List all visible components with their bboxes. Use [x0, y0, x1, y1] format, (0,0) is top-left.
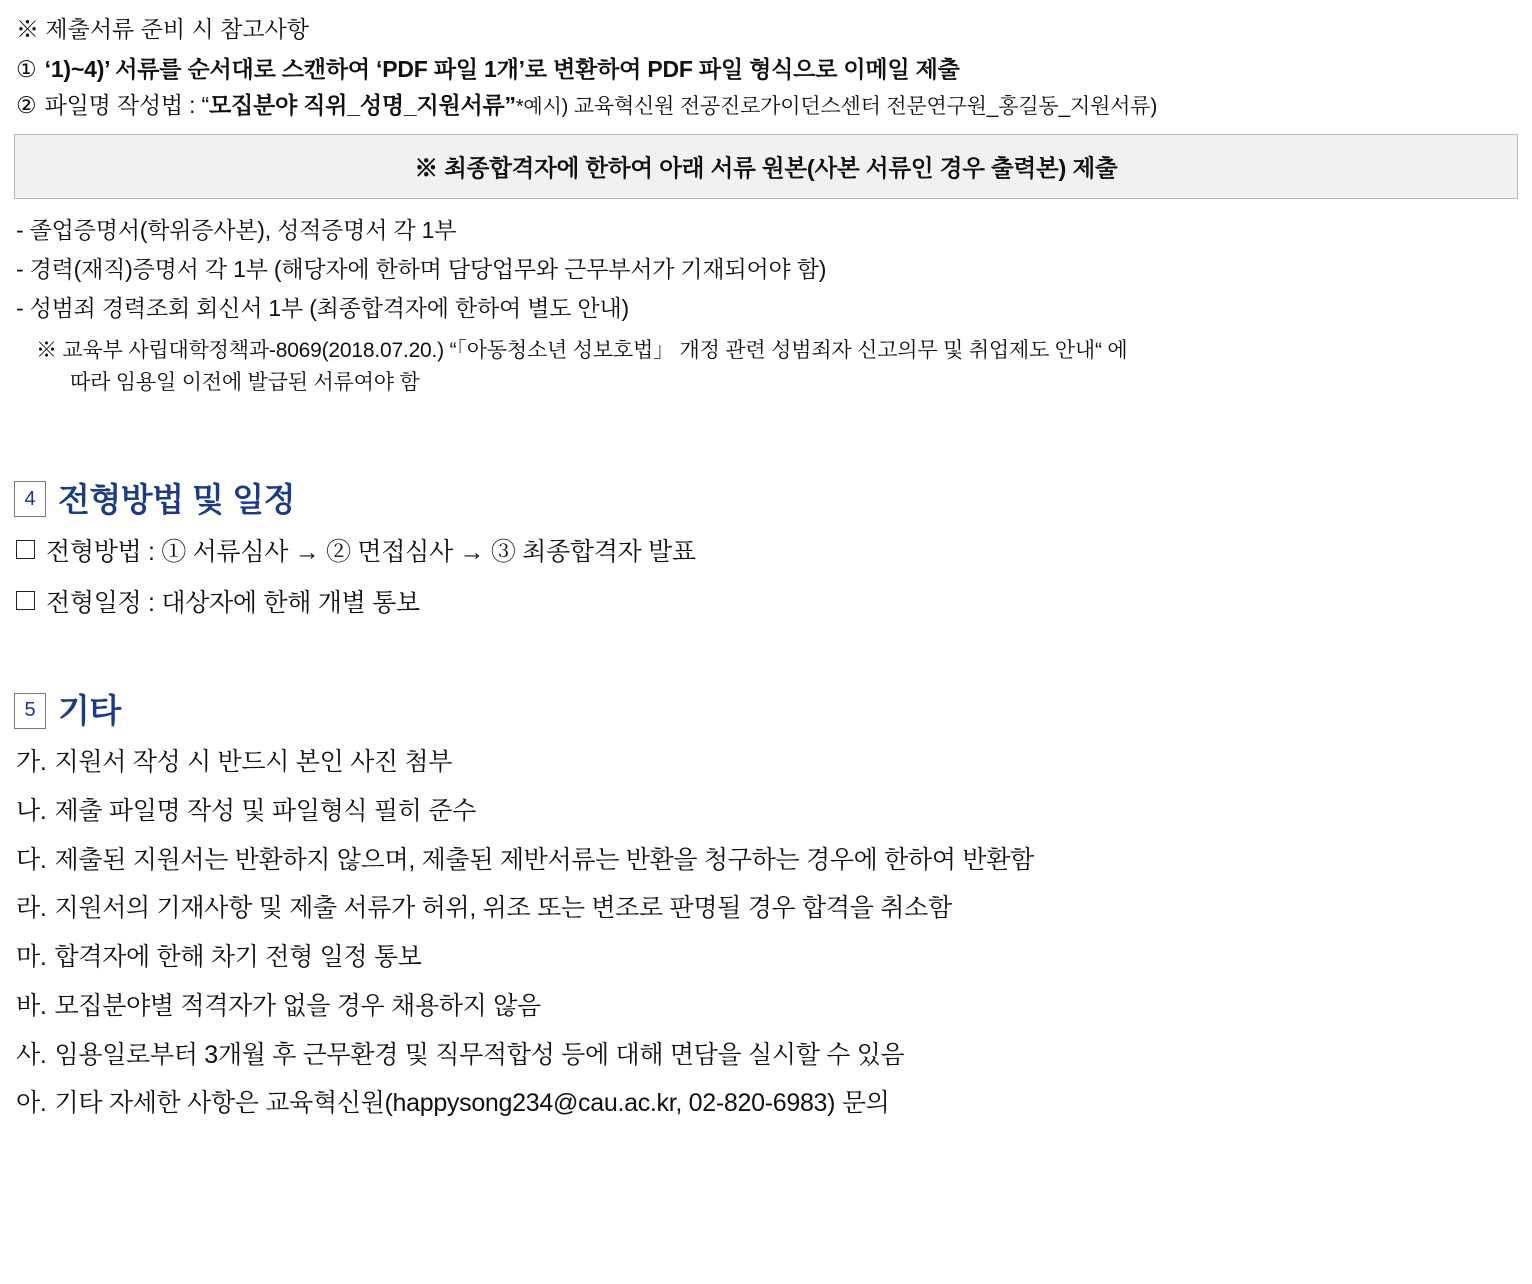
list-item-label: 다.	[16, 845, 47, 874]
documents-footnote-main: ※ 교육부 사립대학정책과-8069(2018.07.20.) “「아동청소년 성보호법」 개정 관련 성범죄자 신고의무 및 취업제도 안내“ 에	[36, 338, 1128, 362]
notes-item-1-number: ①	[16, 55, 37, 82]
section-4-title: 전형방법 및 일정	[58, 480, 295, 518]
notes-item-2	[16, 89, 1518, 122]
documents-footnote	[14, 335, 1518, 400]
section-5-heading	[14, 685, 1518, 732]
list-item: - 졸업증명서(학위증사본), 성적증명서 각 1부	[16, 217, 457, 244]
list-item-label: 사.	[16, 1040, 47, 1069]
section-4-number: 4	[14, 481, 46, 517]
list-item	[16, 982, 1518, 1031]
checkbox-icon	[16, 540, 35, 559]
notes-heading: ※ 제출서류 준비 시 참고사항	[16, 16, 309, 42]
notes-item-1-bold-b: ‘PDF 파일 1개’	[376, 55, 525, 82]
notes-item-1-tail: 로 변환하여 PDF 파일 형식으로 이메일 제출	[524, 55, 960, 82]
list-item: - 경력(재직)증명서 각 1부 (해당자에 한하며 담당업무와 근무부서가 기재되어야 함)	[16, 256, 827, 283]
spacer	[14, 629, 1518, 685]
list-item-label: 라.	[16, 894, 47, 923]
list-item-label: 아.	[16, 1089, 47, 1118]
list-item-text: 기타 자세한 사항은 교육혁신원(happysong234@cau.ac.kr, 02-820-6983) 문의	[54, 1089, 890, 1118]
list-item-text: 임용일로부터 3개월 후 근무환경 및 직무적합성 등에 대해 면담을 실시할 수 있음	[54, 1040, 905, 1069]
documents-footnote-continuation: 따라 임용일 이전에 발급된 서류여야 함	[70, 371, 420, 395]
list-item: - 성범죄 경력조회 회신서 1부 (최종합격자에 한하여 별도 안내)	[16, 295, 629, 322]
notes-item-2-bold: 모집분야 직위_성명_지원서류”	[208, 91, 516, 118]
list-item-label: 바.	[16, 991, 47, 1020]
notes-item-2-number: ②	[16, 91, 37, 118]
notes-item-2-example: 교육혁신원 전공진로가이던스센터 전문연구원_홍길동_지원서류)	[568, 94, 1158, 118]
documents-list	[14, 211, 1518, 399]
section-4-heading	[14, 474, 1518, 521]
final-candidate-banner-text: ※ 최종합격자에 한하여 아래 서류 원본(사본 서류인 경우 출력본) 제출	[414, 155, 1118, 182]
section-5-title: 기타	[58, 692, 121, 730]
list-item-text: 합격자에 한해 차기 전형 일정 통보	[54, 943, 422, 972]
notes-item-1	[16, 53, 1518, 86]
list-item	[16, 933, 1518, 982]
list-item-text: 지원서의 기재사항 및 제출 서류가 허위, 위조 또는 변조로 판명될 경우 합격을 취소함	[54, 894, 952, 923]
list-item-label: 마.	[16, 943, 47, 972]
list-item	[16, 884, 1518, 933]
list-item-text: 지원서 작성 시 반드시 본인 사진 첨부	[54, 748, 453, 777]
notes-item-1-bold-a: ‘1)~4)’	[44, 55, 110, 82]
list-item	[16, 836, 1518, 885]
notes-item-2-prefix: 파일명 작성법 : “	[38, 91, 209, 118]
list-item	[16, 1031, 1518, 1080]
list-item-text: 제출된 지원서는 반환하지 않으며, 제출된 제반서류는 반환을 청구하는 경우에 한하여 반환함	[54, 845, 1034, 874]
notes-item-1-mid: 서류를 순서대로 스캔하여	[109, 55, 377, 82]
list-item	[16, 1079, 1518, 1128]
section-4-line-2	[16, 578, 1518, 629]
list-item	[16, 738, 1518, 787]
section-4-line-1	[16, 527, 1518, 578]
list-item	[16, 787, 1518, 836]
list-item-label: 가.	[16, 748, 47, 777]
list-item-label: 나.	[16, 796, 47, 825]
section-5-number: 5	[14, 693, 46, 729]
section-5-list	[14, 738, 1518, 1128]
notes-item-2-example-label: *예시)	[515, 95, 569, 118]
checkbox-icon	[16, 591, 35, 610]
section-4-line-1-text: 전형방법 : ① 서류심사 → ② 면접심사 → ③ 최종합격자 발표	[46, 537, 696, 566]
spacer	[14, 400, 1518, 474]
list-item-text: 제출 파일명 작성 및 파일형식 필히 준수	[54, 796, 476, 825]
final-candidate-banner	[14, 134, 1518, 199]
section-4-line-2-text: 전형일정 : 대상자에 한해 개별 통보	[46, 588, 420, 617]
list-item-text: 모집분야별 적격자가 없을 경우 채용하지 않음	[54, 991, 541, 1020]
